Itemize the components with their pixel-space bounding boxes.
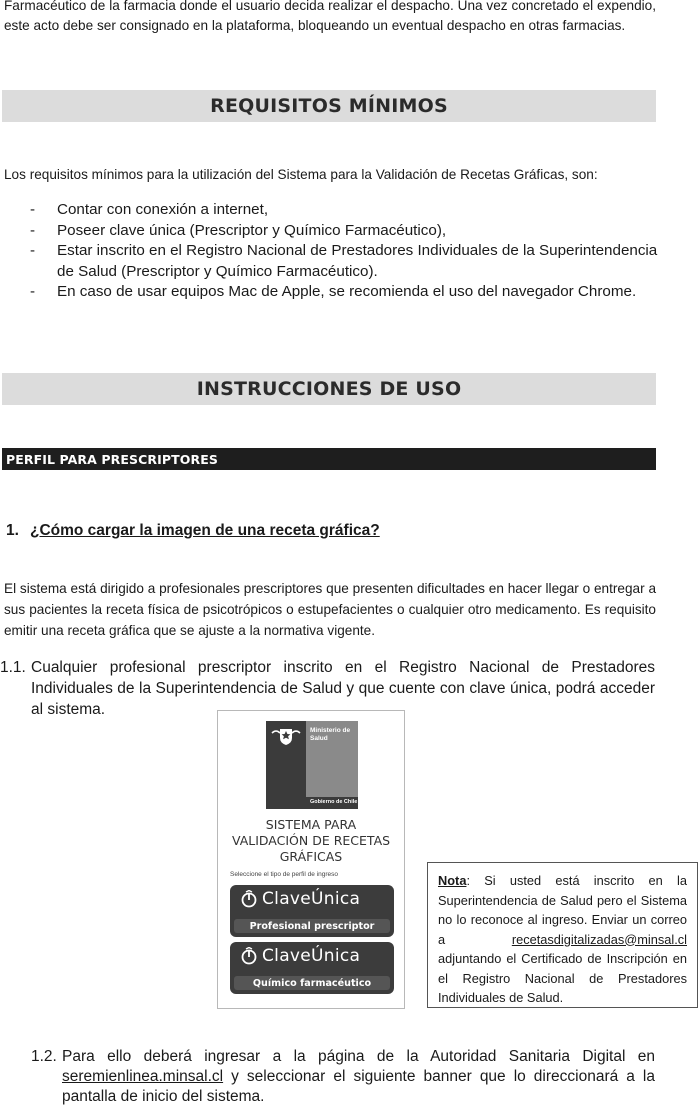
coat-of-arms-icon [270,725,302,747]
claveunica-icon [240,947,258,965]
intro-paragraph: Farmacéutico de la farmacia donde el usuario decida realizar el despacho. Una vez concretado el expendio, este acto debe ser consignado en la plataforma, bloqueando un eventual despacho en otras farmacias. [4,0,656,33]
login-screenshot [217,710,405,1009]
requisitos-list [30,200,660,303]
claveunica-quimico-button[interactable]: ClaveÚnica Químico farmacéutico [230,942,394,994]
section-header-requisitos [2,90,656,122]
item-1-1: 1.1. Cualquier profesional prescriptor inscrito en el Registro Nacional de Prestadores Individuales de la Superintendencia de Salud y que cuente con clave única, podrá acceder al sistema. [0,659,655,718]
support-email-link[interactable]: recetasdigitalizadas@minsal.cl [511,931,687,947]
list-item: - Contar con conexión a internet, [30,201,269,218]
ministry-logo [266,721,358,809]
list-item: - En caso de usar equipos Mac de Apple, se recomienda el uso del navegador Chrome. [30,283,637,300]
step-1-paragraph: El sistema está dirigido a profesionales prescriptores que presenten dificultades en hacer llegar o entregar a sus pacientes la receta física de psicotrópicos o estupefacientes o cualquier otro medicamento. Es requisito emitir una receta gráfica que se ajuste a la normativa vigente. [4,581,656,638]
note-label: Nota [438,873,467,888]
logo-ministry-text: Ministerio de Salud [310,727,351,742]
step-1-heading: 1. ¿Cómo cargar la imagen de una receta gráfica? [6,522,380,539]
section-title: REQUISITOS MÍNIMOS [210,95,448,117]
subsection-header-prescriptores [2,448,656,470]
claveunica-icon [240,890,258,908]
list-item: - Estar inscrito en el Registro Nacional de Prestadores Individuales de la Superintendencia de Salud (Prescriptor y Químico Farmacéutico). [30,242,658,280]
logo-gov-text: Gobierno de Chile [310,799,358,805]
item-1-2: 1.2. Para ello deberá ingresar a la página de la Autoridad Sanitaria Digital en seremienlinea.minsal.cl y seleccionar el siguiente banner que lo direccionará a la pantalla de inicio del sistema. [31,1048,655,1105]
subsection-title: PERFIL PARA PRESCRIPTORES [6,451,218,467]
requisitos-intro: Los requisitos mínimos para la utilización del Sistema para la Validación de Recetas Gráficas, son: [4,167,598,182]
system-title: SISTEMA PARA VALIDACIÓN DE RECETAS GRÁFICAS [231,817,391,864]
note-box: Nota: Si usted está inscrito en la Superintendencia de Salud pero el Sistema no lo reconoce al ingreso. Enviar un correo a recetasdigitalizadas@minsal.cl adjuntando el Certificado de Inscripción en el Registro Nacional de Prestadores Individuales de Salud. [427,862,698,1008]
section-title: INSTRUCCIONES DE USO [196,378,462,400]
claveunica-prescriptor-button[interactable]: ClaveÚnica Profesional prescriptor [230,885,394,937]
select-profile-label: Seleccione el tipo de perfil de ingreso [230,871,339,878]
section-header-instrucciones [2,373,656,405]
list-item: - Poseer clave única (Prescriptor y Químico Farmacéutico), [30,221,447,239]
seremi-link[interactable]: seremienlinea.minsal.cl [62,1068,224,1085]
